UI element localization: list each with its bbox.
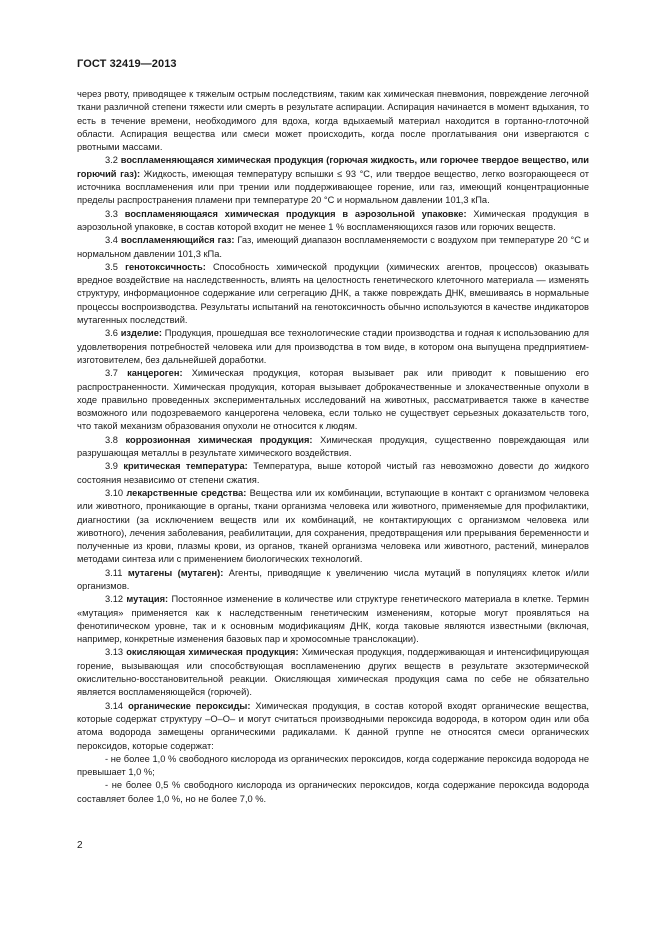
clause-number: 3.5: [105, 261, 118, 272]
document-code-header: ГОСТ 32419—2013: [77, 58, 177, 70]
definition-text: Газ, имеющий диапазон воспламеняемости с воздухом при температуре 20 °С и нормальном давлении 101,3 кПа.: [77, 235, 590, 259]
defined-term: мутация:: [126, 594, 169, 605]
paragraph-3-11: [77, 567, 589, 594]
paragraph-aspiration-continued: [77, 88, 589, 154]
definition-text: Химическая продукция, в состав которой входят органические вещества, которые содержат структуру –О–О– и могут считаться производными пероксида водорода, в котором один или оба атома водорода замещены органическими радикалами. К данной группе не относятся смеси органических пероксидов, которые содержат:: [77, 700, 589, 751]
defined-term: канцероген:: [127, 368, 183, 379]
paragraph-text: через рвоту, приводящее к тяжелым острым последствиям, таким как химическая пневмония, повреждение легочной ткани различной степени тяжести или смерть в результате аспирации. Аспирация начинается в момент вдыхания, то есть в течение времени, необходимого для вдоха, когда вдыхаемый материал находится в гортанно-глоточной области. Аспирация вещества или смеси может происходить, когда после проглатывания они извергаются с рвотными массами.: [77, 89, 589, 153]
paragraph-3-12: [77, 593, 589, 646]
paragraph-3-7: [77, 367, 589, 433]
definition-text: Химическая продукция, поддерживающая и интенсифицирующая горение, вызывающая или способствующая воспламенению других веществ в результате экзотермической окислительно-восстановительной реакции. Окисляющая химическая продукция сама по себе не обязательно является воспламеняющейся (горючей).: [77, 647, 589, 698]
clause-number: 3.14: [105, 700, 124, 711]
definition-text: Вещества или их комбинации, вступающие в контакт с организмом человека или животного, проникающие в органы, ткани организма человека или животного, применяемые для профилактики, диагностики (за исключением веществ или их комбинаций, не контактирующих с организмом человека или животного), лечения заболевания, реабилитации, для сохранения, предотвращения или прерывания беременности и полученные из крови, плазмы крови, из органов, тканей организма человека или животного, растений, минералов методами синтеза или с применением биологических технологий.: [77, 487, 590, 565]
paragraph-3-9: [77, 460, 589, 487]
page-number: 2: [77, 840, 83, 851]
clause-number: 3.12: [105, 594, 124, 605]
clause-number: 3.3: [105, 208, 118, 219]
defined-term: критическая температура:: [123, 461, 248, 472]
list-item: [77, 753, 589, 780]
clause-number: 3.6: [105, 328, 118, 339]
paragraph-3-4: [77, 234, 589, 261]
defined-term: мутагены (мутаген):: [127, 567, 224, 578]
definition-text: Химическая продукция в аэрозольной упаковке, в состав которой входит не менее 1 % воспламеняющихся газов или горючих веществ.: [77, 208, 589, 232]
clause-number: 3.13: [105, 647, 124, 658]
paragraph-3-2: [77, 154, 589, 207]
clause-number: 3.10: [105, 487, 124, 498]
paragraph-3-3: [77, 208, 589, 235]
defined-term: лекарственные средства:: [126, 487, 247, 498]
definition-text: Постоянное изменение в количестве или структуре генетического материала в клетке. Термин «мутация» применяется как к наследственным генетическим изменениям, которые могут проявляться на фенотипическом уровне, так и к основным модификациям ДНК, когда таковые являются известными (включая, например, конкретные изменения базовых пар и хромосомные транслокации).: [77, 594, 589, 645]
paragraph-3-6: [77, 327, 589, 367]
list-item: [77, 779, 589, 806]
list-item-text: - не более 0,5 % свободного кислорода из органических пероксидов, когда содержание пероксида водорода составляет более 1,0 %, но не более 7,0 %.: [77, 780, 589, 804]
defined-term: окисляющая химическая продукция:: [126, 647, 299, 658]
clause-number: 3.2: [105, 155, 118, 166]
clause-number: 3.11: [105, 567, 123, 578]
definition-text: Химическая продукция, которая вызывает рак или приводит к повышению его распространенности. Химическая продукция, которая вызывает доброкачественные и злокачественные опухоли в ходе правильно проведенных экспериментальных исследований на животных, рассматривается также в качестве возможного или подозреваемого канцерогена человека, если только не существует серьезных доказательств того, что такой механизм образования опухоли не относится к людям.: [77, 368, 589, 432]
defined-term: органические пероксиды:: [128, 700, 251, 711]
definition-text: Жидкость, имеющая температуру вспышки ≤ 93 °С, или твердое вещество, легко возгорающееся от источника воспламенения или при трении или поддерживающее горение, или газ, имеющий концентрационные пределы распространения пламени при температуре 20 °С и нормальном давлении 101,3 кПа.: [77, 168, 589, 206]
defined-term: воспламеняющаяся химическая продукция (горючая жидкость, или горючее твердое вещество, или горючий газ):: [77, 155, 589, 179]
clause-number: 3.8: [105, 434, 118, 445]
paragraph-3-13: [77, 646, 589, 699]
definition-text: Агенты, приводящие к увеличению числа мутаций в популяциях клеток и/или организмов.: [77, 567, 590, 591]
paragraph-3-8: [77, 434, 589, 461]
definition-text: Способность химической продукции (химических агентов, процессов) оказывать вредное воздействие на наследственность, влиять на целостность генетического клеточного материала — изменять структуру, информационное содержание или сегрегацию ДНК, а также повреждать ДНК, вмешиваясь в нормальные процессы воспроизводства. Результаты испытаний на генотоксичность обычно используются в качестве индикаторов мутагенных последствий.: [77, 261, 589, 326]
paragraph-3-5: [77, 261, 589, 327]
defined-term: генотоксичность:: [125, 261, 206, 272]
clause-number: 3.7: [105, 368, 118, 379]
clause-number: 3.9: [105, 461, 118, 472]
defined-term: воспламеняющаяся химическая продукция в аэрозольной упаковке:: [124, 208, 467, 219]
defined-term: изделие:: [120, 328, 163, 339]
document-body: [77, 88, 589, 806]
clause-number: 3.4: [105, 235, 118, 246]
defined-term: коррозионная химическая продукция:: [125, 434, 313, 445]
list-item-text: - не более 1,0 % свободного кислорода из органических пероксидов, когда содержание пероксида водорода не превышает 1,0 %;: [77, 753, 589, 778]
definition-text: Температура, выше которой чистый газ невозможно довести до жидкого состояния независимо от степени сжатия.: [77, 461, 590, 485]
definition-text: Химическая продукция, существенно повреждающая или разрушающая металлы в результате химического воздействия.: [77, 434, 589, 459]
paragraph-3-10: [77, 487, 589, 567]
definition-text: Продукция, прошедшая все технологические стадии производства и годная к использованию для удовлетворения потребностей человека или для производства в том виде, в котором она выпущена предприятием-изготовителем, без дальнейшей доработки.: [77, 328, 589, 365]
paragraph-3-14: [77, 700, 589, 753]
defined-term: воспламеняющийся газ:: [120, 235, 235, 246]
